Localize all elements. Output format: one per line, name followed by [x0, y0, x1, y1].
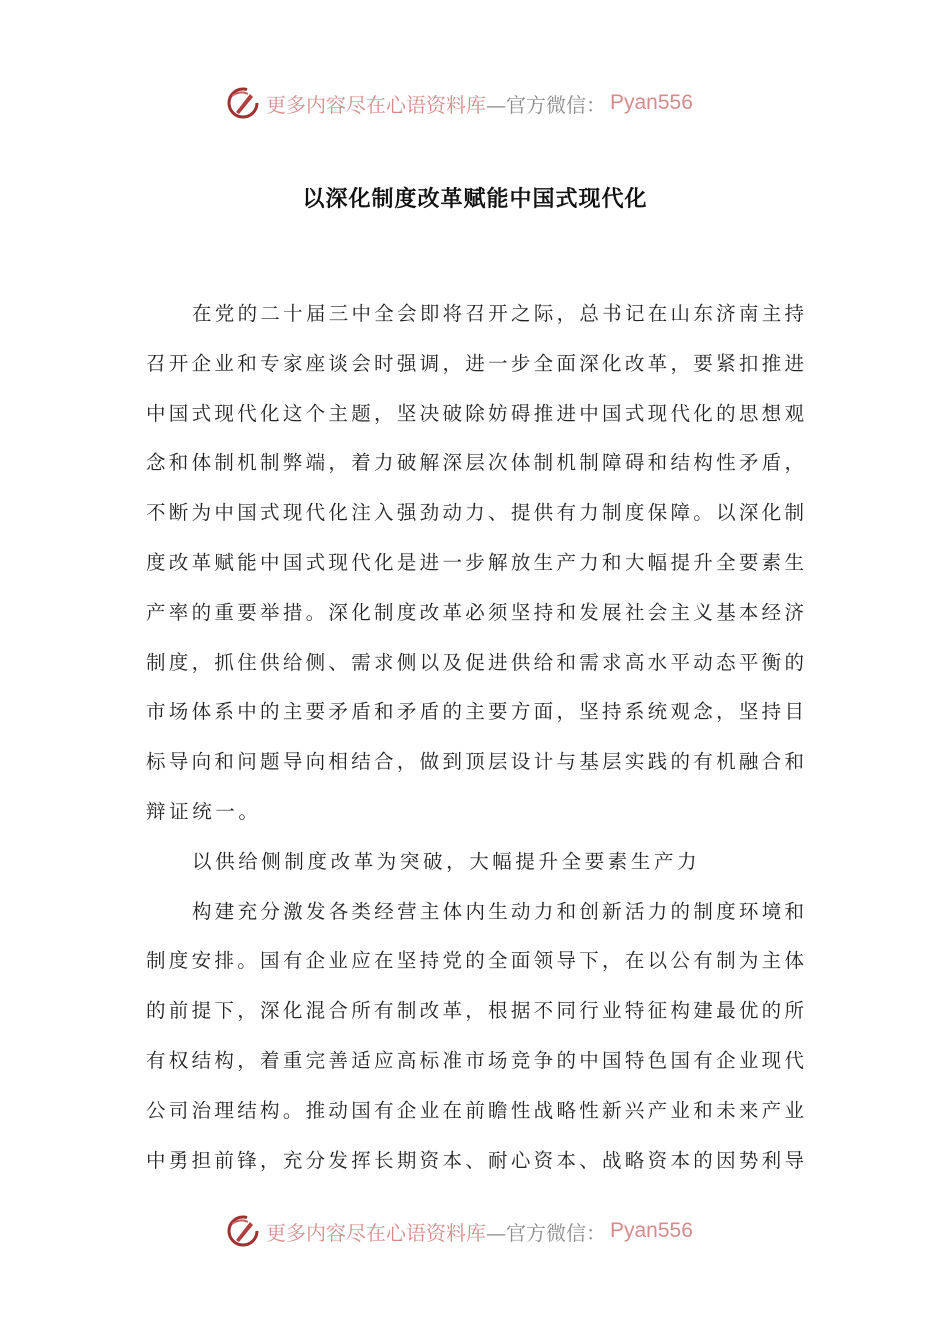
paragraph-line: 不断为中国式现代化注入强劲动力、提供有力制度保障。以深化制	[146, 501, 804, 525]
watermark-sub: —官方微信：	[486, 92, 606, 117]
wechat-id: Pyan556	[610, 91, 693, 114]
watermark-header	[226, 83, 693, 123]
paragraph-line: 在党的二十届三中全会即将召开之际，总书记在山东济南主持	[192, 302, 804, 325]
watermark-footer	[226, 1211, 693, 1251]
paragraph-line: 辩证统一。	[146, 799, 262, 823]
section-heading: 以供给侧制度改革为突破，大幅提升全要素生产力	[192, 849, 701, 873]
paragraph-line: 念和体制机制弊端，着力破解深层次体制机制障碍和结构性矛盾，	[146, 451, 804, 475]
document-title: 以深化制度改革赋能中国式现代化	[302, 187, 648, 212]
paragraph-line: 构建充分激发各类经营主体内生动力和创新活力的制度环境和	[192, 899, 804, 923]
watermark-sub: —官方微信：	[486, 1220, 606, 1245]
watermark-text: 更多内容尽在心语资料库	[266, 1220, 486, 1245]
paragraph-line: 度改革赋能中国式现代化是进一步解放生产力和大幅提升全要素生	[146, 550, 804, 574]
paragraph-line: 召开企业和专家座谈会时强调，进一步全面深化改革，要紧扣推进	[146, 351, 804, 375]
paragraph-line: 中勇担前锋，充分发挥长期资本、耐心资本、战略资本的因势利导	[146, 1148, 804, 1172]
paragraph-line: 制度，抓住供给侧、需求侧以及促进供给和需求高水平动态平衡的	[146, 650, 804, 674]
paragraph-line: 标导向和问题导向相结合，做到顶层设计与基层实践的有机融合和	[146, 750, 804, 774]
paragraph-line: 的前提下，深化混合所有制改革，根据不同行业特征构建最优的所	[146, 999, 804, 1023]
wechat-id: Pyan556	[610, 1219, 693, 1242]
document-body	[146, 289, 804, 1185]
paragraph-line: 制度安排。国有企业应在坚持党的全面领导下，在以公有制为主体	[146, 949, 804, 973]
paragraph-line: 公司治理结构。推动国有企业在前瞻性战略性新兴产业和未来产业	[146, 1098, 804, 1122]
paragraph-line: 产率的重要举措。深化制度改革必须坚持和发展社会主义基本经济	[146, 600, 804, 624]
paragraph-line: 市场体系中的主要矛盾和矛盾的主要方面，坚持系统观念，坚持目	[146, 700, 804, 724]
paragraph-line: 中国式现代化这个主题，坚决破除妨碍推进中国式现代化的思想观	[146, 401, 804, 425]
pen-logo-icon	[226, 1214, 260, 1248]
pen-logo-icon	[226, 86, 260, 120]
paragraph-line: 有权结构，着重完善适应高标准市场竞争的中国特色国有企业现代	[146, 1048, 804, 1072]
watermark-text: 更多内容尽在心语资料库	[266, 92, 486, 117]
